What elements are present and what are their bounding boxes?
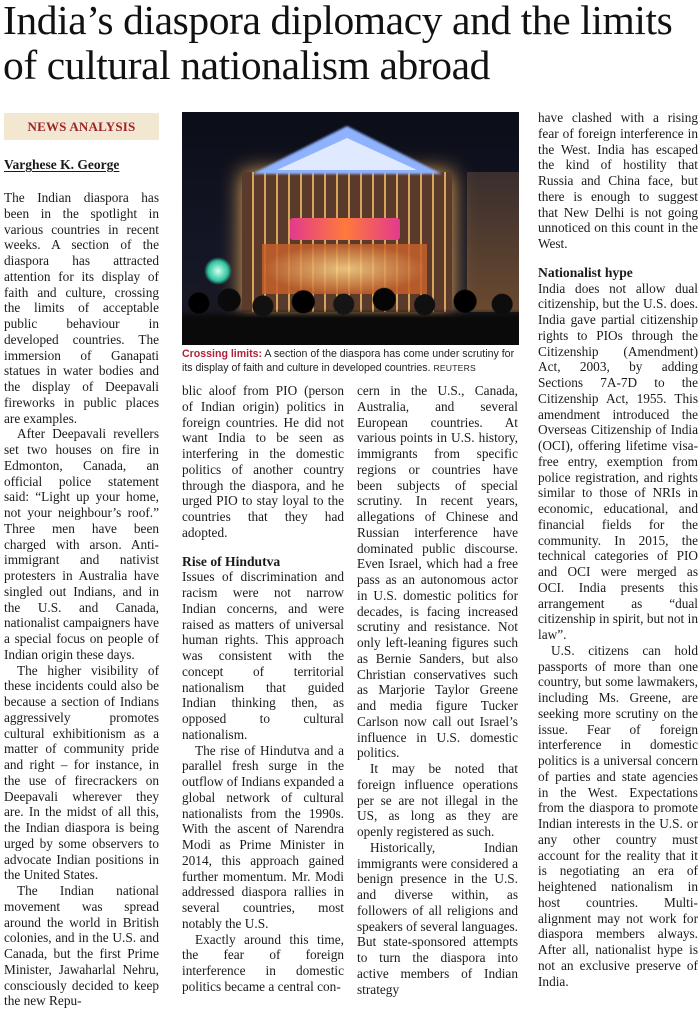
photo-caption	[182, 347, 522, 375]
paragraph: The Indian national movement was spread around the world in British colonies, and in the U.S. and Canada, but the first Prime Minister, Jawaharlal Nehru, consciously decided to keep the new Repu-	[4, 883, 159, 1009]
paragraph: India does not allow dual citizenship, but the U.S. does. India gave partial citizenship rights to PIOs through the Citizenship (Amendment) Act, 2003, by adding Sections 7A-7D to the Citizenship Act, 1955. This amendment introduced the Overseas Citizenship of India (OCI), offering lifetime visa-free entry, exemption from police registration, and rights similar to those of NRIs in economic, educational, and financial fields for the community. In 2015, the technical categories of PIO and OCI were merged as OCI. India presents this arrangement as “dual citizenship in spirit, but not in law”.	[538, 280, 698, 642]
paragraph: have clashed with a rising fear of foreign interference in the West. India has escaped the kind of hostility that Russia and China face, but there is enough to suggest that New Delhi is not going unnoticed on this count in the West.	[538, 110, 698, 251]
byline[interactable]: Varghese K. George	[4, 157, 120, 172]
paragraph: U.S. citizens can hold passports of more than one country, but some lawmakers, including Ms. Greene, are seeking more scrutiny on the issue. Fear of foreign interference in domestic politics is a universal concern of parties and state agencies in the West. Expectations from the diaspora to promote Indian interests in the U.S. or any other country must account for the reality that it is negotiating an era of heightened nationalism in host countries. Multi-alignment may not work for diaspora members always. After all, nationalist hype is not an exclusive preserve of India.	[538, 642, 698, 989]
paragraph: After Deepavali revellers set two houses on fire in Edmonton, Canada, an official police statement said: “Light up your home, not your neighbour’s roof.” Three men have been charged with arson. Anti-immigrant and nativist protesters in Australia have singled out Indians, and in the U.S. and Canada, nationalist campaigners have a special focus on people of Indian origin these days.	[4, 426, 159, 662]
headline: India’s diaspora diplomacy and the limits of cultural nationalism abroad	[3, 0, 673, 88]
paragraph: Issues of discrimination and racism were not narrow Indian concerns, and were raised as matters of universal human rights. This approach was consistent with the concept of territorial nationalism that guided Indian thinking then, as opposed to cultural nationalism.	[182, 569, 344, 742]
subhead-nationalist-hype: Nationalist hype	[538, 264, 633, 280]
paragraph: Historically, Indian immigrants were considered a benign presence in the U.S. and diverse within, as followers of all religions and speakers of several languages. But state-sponsored attempts to turn the diaspora into active members of Indian strategy	[357, 839, 518, 997]
article-photo	[182, 112, 519, 345]
caption-lead: Crossing limits:	[182, 348, 263, 360]
paragraph: blic aloof from PIO (person of Indian origin) politics in foreign countries. He did not want India to be seen as interfering in the domestic politics of another country through the diaspora, and he urged PIO to stay loyal to the countries that they had adopted.	[182, 383, 344, 540]
article-column-2	[182, 383, 344, 995]
paragraph: The higher visibility of these incidents could also be because a section of Indians aggressively promotes cultural exhibitionism as a matter of community pride and right – for instance, in the use of firecrackers on Deepavali wherever they are. In the midst of all this, the Indian diaspora is being urged by some observers to advocate Indian positions in the United States.	[4, 662, 159, 883]
paragraph: The rise of Hindutva and a parallel fresh surge in the outflow of Indians expanded a global network of cultural nationalists from the 1990s. With the ascent of Narendra Modi as Prime Minister in 2014, this approach gained further momentum. Mr. Modi addressed diaspora rallies in several countries, most notably the U.S.	[182, 742, 344, 931]
paragraph: It may be noted that foreign influence operations per se are not illegal in the US, as long as they are openly registered as such.	[357, 761, 518, 839]
photo-credit: REUTERS	[433, 363, 476, 373]
photo-star-lantern	[204, 257, 232, 285]
paragraph: cern in the U.S., Canada, Australia, and several European countries. At various points in U.S. history, immigrants from specific regions or countries have been subjects of special scrutiny. In recent years, allegations of Chinese and Russian interference have dominated public discourse. Even Israel, which had a free pass as an autonomous actor in U.S. domestic politics for decades, is facing increased scrutiny and resistance. Not only left-leaning figures such as Bernie Sanders, but also Christian conservatives such as Marjorie Taylor Greene and media figure Tucker Carlson now call out Israel’s influence in U.S. domestic politics.	[357, 383, 518, 761]
article-column-3	[357, 383, 518, 997]
news-analysis-tag: NEWS ANALYSIS	[4, 113, 159, 140]
article-column-4	[538, 110, 698, 989]
paragraph: The Indian diaspora has been in the spotlight in various countries in recent weeks. A section of the diaspora has attracted attention for its display of faith and culture, crossing the limits of acceptable public behaviour in developed countries. The immersion of Ganapati statues in water bodies and the display of Deepavali fireworks in public places are examples.	[4, 190, 159, 426]
paragraph: Exactly around this time, the fear of foreign interference in domestic politics became a central con-	[182, 931, 344, 994]
caption-text: A section of the diaspora has come under scrutiny for its display of faith and culture in developed countries.	[182, 348, 515, 374]
photo-crowd	[182, 285, 519, 345]
subhead-rise-of-hindutva: Rise of Hindutva	[182, 553, 281, 569]
article-column-1	[4, 190, 159, 1009]
